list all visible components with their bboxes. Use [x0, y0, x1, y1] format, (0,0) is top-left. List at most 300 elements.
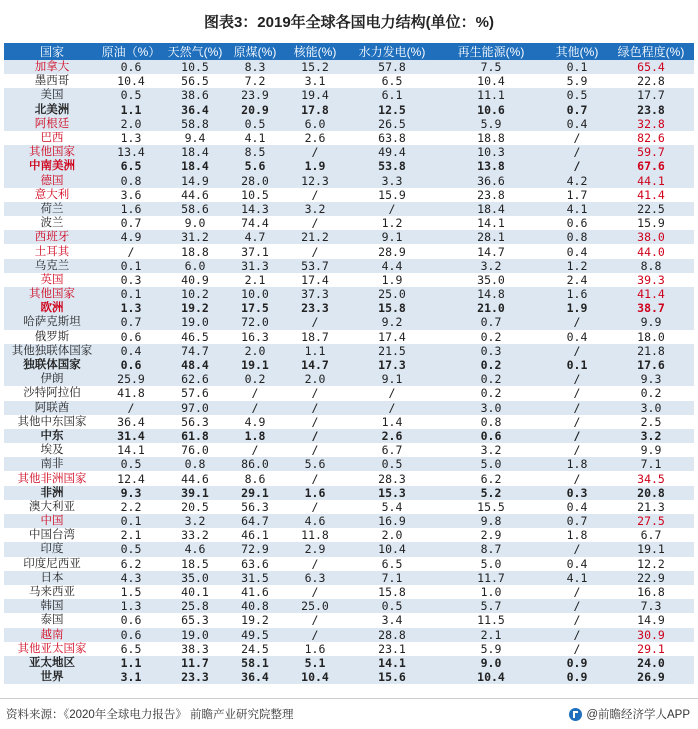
cell-nuclear: 17.8 — [282, 103, 348, 117]
table-row — [4, 401, 694, 415]
cell-gas: 4.6 — [162, 542, 228, 556]
cell-green: 32.8 — [608, 117, 694, 131]
cell-coal: 28.0 — [228, 174, 282, 188]
table-row — [4, 117, 694, 131]
cell-renewables: 0.2 — [436, 386, 546, 400]
cell-renewables: 7.5 — [436, 60, 546, 74]
cell-nuclear: 3.1 — [282, 74, 348, 88]
cell-renewables: 10.4 — [436, 670, 546, 684]
cell-country: 墨西哥 — [4, 74, 100, 88]
cell-green: 21.3 — [608, 500, 694, 514]
cell-gas: 19.0 — [162, 628, 228, 642]
cell-coal: 8.3 — [228, 60, 282, 74]
cell-green: 7.3 — [608, 599, 694, 613]
cell-renewables: 8.7 — [436, 542, 546, 556]
table-row — [4, 372, 694, 386]
cell-other: / — [546, 471, 608, 485]
cell-oil: 0.8 — [100, 174, 162, 188]
cell-other: 0.4 — [546, 117, 608, 131]
cell-oil: 0.7 — [100, 315, 162, 329]
table-row — [4, 344, 694, 358]
cell-country: 美国 — [4, 88, 100, 102]
cell-coal: 64.7 — [228, 514, 282, 528]
cell-hydro: 3.4 — [348, 613, 436, 627]
cell-other: 0.7 — [546, 103, 608, 117]
cell-oil: 1.1 — [100, 103, 162, 117]
cell-country: 其他亚太国家 — [4, 642, 100, 656]
cell-other: 1.6 — [546, 287, 608, 301]
cell-oil: 0.1 — [100, 259, 162, 273]
cell-nuclear: / — [282, 557, 348, 571]
cell-oil: 31.4 — [100, 429, 162, 443]
cell-coal: 0.5 — [228, 117, 282, 131]
cell-nuclear: 25.0 — [282, 599, 348, 613]
cell-hydro: 7.1 — [348, 571, 436, 585]
cell-coal: 63.6 — [228, 557, 282, 571]
cell-hydro: 5.4 — [348, 500, 436, 514]
cell-nuclear: / — [282, 386, 348, 400]
cell-gas: 18.8 — [162, 244, 228, 258]
cell-oil: 0.6 — [100, 613, 162, 627]
cell-renewables: 5.9 — [436, 642, 546, 656]
cell-coal: / — [228, 443, 282, 457]
cell-nuclear: 23.3 — [282, 301, 348, 315]
cell-other: / — [546, 372, 608, 386]
cell-hydro: 1.4 — [348, 415, 436, 429]
cell-hydro: 9.1 — [348, 372, 436, 386]
cell-hydro: / — [348, 386, 436, 400]
cell-other: 0.5 — [546, 88, 608, 102]
cell-nuclear: 14.7 — [282, 358, 348, 372]
cell-hydro: 3.3 — [348, 174, 436, 188]
cell-hydro: 6.5 — [348, 557, 436, 571]
cell-green: 20.8 — [608, 486, 694, 500]
cell-green: 38.7 — [608, 301, 694, 315]
cell-hydro: 15.8 — [348, 301, 436, 315]
table-row — [4, 60, 694, 74]
cell-country: 意大利 — [4, 188, 100, 202]
cell-other: 0.1 — [546, 358, 608, 372]
cell-gas: 74.7 — [162, 344, 228, 358]
brand-logo-icon — [569, 708, 582, 721]
cell-other: 1.8 — [546, 528, 608, 542]
cell-country: 非洲 — [4, 486, 100, 500]
cell-nuclear: / — [282, 429, 348, 443]
cell-coal: 8.6 — [228, 471, 282, 485]
cell-green: 17.7 — [608, 88, 694, 102]
cell-renewables: 6.2 — [436, 471, 546, 485]
cell-green: 59.7 — [608, 145, 694, 159]
cell-green: 7.1 — [608, 457, 694, 471]
cell-renewables: 3.0 — [436, 401, 546, 415]
cell-coal: 46.1 — [228, 528, 282, 542]
table-row — [4, 443, 694, 457]
cell-other: / — [546, 628, 608, 642]
cell-country: 波兰 — [4, 216, 100, 230]
cell-oil: 6.5 — [100, 642, 162, 656]
cell-green: 82.6 — [608, 131, 694, 145]
cell-renewables: 10.4 — [436, 74, 546, 88]
table-row — [4, 315, 694, 329]
cell-other: 0.4 — [546, 330, 608, 344]
cell-gas: 38.6 — [162, 88, 228, 102]
cell-country: 其他国家 — [4, 145, 100, 159]
cell-other: 4.1 — [546, 571, 608, 585]
cell-country: 阿根廷 — [4, 117, 100, 131]
cell-hydro: 23.1 — [348, 642, 436, 656]
cell-gas: 65.3 — [162, 613, 228, 627]
cell-hydro: 63.8 — [348, 131, 436, 145]
cell-nuclear: / — [282, 188, 348, 202]
cell-oil: 0.6 — [100, 60, 162, 74]
cell-country: 巴西 — [4, 131, 100, 145]
cell-coal: / — [228, 401, 282, 415]
cell-green: 24.0 — [608, 656, 694, 670]
cell-renewables: 11.5 — [436, 613, 546, 627]
cell-nuclear: 5.6 — [282, 457, 348, 471]
cell-gas: 18.5 — [162, 557, 228, 571]
cell-hydro: 2.0 — [348, 528, 436, 542]
cell-oil: 0.1 — [100, 287, 162, 301]
cell-coal: 14.3 — [228, 202, 282, 216]
cell-other: 1.2 — [546, 259, 608, 273]
cell-green: 16.8 — [608, 585, 694, 599]
cell-gas: 57.6 — [162, 386, 228, 400]
cell-oil: 1.6 — [100, 202, 162, 216]
cell-renewables: 3.2 — [436, 259, 546, 273]
cell-green: 3.2 — [608, 429, 694, 443]
cell-nuclear: / — [282, 315, 348, 329]
table-row — [4, 457, 694, 471]
cell-oil: 0.4 — [100, 344, 162, 358]
cell-other: 0.4 — [546, 500, 608, 514]
table-row — [4, 244, 694, 258]
cell-coal: 5.6 — [228, 159, 282, 173]
cell-hydro: 26.5 — [348, 117, 436, 131]
cell-hydro: 15.3 — [348, 486, 436, 500]
cell-coal: 10.0 — [228, 287, 282, 301]
cell-country: 乌克兰 — [4, 259, 100, 273]
cell-coal: 8.5 — [228, 145, 282, 159]
cell-other: / — [546, 642, 608, 656]
cell-gas: 0.8 — [162, 457, 228, 471]
cell-gas: 10.2 — [162, 287, 228, 301]
header-country: 国家 — [4, 43, 100, 60]
cell-hydro: 6.7 — [348, 443, 436, 457]
cell-country: 独联体国家 — [4, 358, 100, 372]
cell-coal: 19.2 — [228, 613, 282, 627]
table-header-row — [4, 43, 694, 60]
table-body — [4, 60, 694, 684]
cell-country: 亚太地区 — [4, 656, 100, 670]
cell-green: 17.6 — [608, 358, 694, 372]
cell-gas: 35.0 — [162, 571, 228, 585]
cell-other: 4.1 — [546, 202, 608, 216]
cell-renewables: 2.1 — [436, 628, 546, 642]
cell-nuclear: / — [282, 401, 348, 415]
cell-green: 67.6 — [608, 159, 694, 173]
cell-gas: 58.8 — [162, 117, 228, 131]
table-row — [4, 273, 694, 287]
cell-gas: 44.6 — [162, 188, 228, 202]
cell-other: 0.4 — [546, 244, 608, 258]
cell-country: 中国 — [4, 514, 100, 528]
table-summary-row — [4, 670, 694, 684]
cell-green: 3.0 — [608, 401, 694, 415]
cell-coal: / — [228, 386, 282, 400]
cell-hydro: 15.6 — [348, 670, 436, 684]
cell-green: 22.9 — [608, 571, 694, 585]
cell-green: 8.8 — [608, 259, 694, 273]
cell-country: 世界 — [4, 670, 100, 684]
table-summary-row — [4, 486, 694, 500]
cell-hydro: 1.2 — [348, 216, 436, 230]
cell-renewables: 15.5 — [436, 500, 546, 514]
cell-gas: 56.5 — [162, 74, 228, 88]
cell-coal: 4.7 — [228, 230, 282, 244]
cell-other: 0.7 — [546, 514, 608, 528]
table-row — [4, 628, 694, 642]
cell-country: 澳大利亚 — [4, 500, 100, 514]
cell-country: 伊朗 — [4, 372, 100, 386]
cell-coal: 20.9 — [228, 103, 282, 117]
cell-green: 19.1 — [608, 542, 694, 556]
cell-nuclear: / — [282, 244, 348, 258]
cell-oil: 1.1 — [100, 656, 162, 670]
header-green: 绿色程度(%) — [608, 43, 694, 60]
cell-green: 2.5 — [608, 415, 694, 429]
cell-nuclear: 37.3 — [282, 287, 348, 301]
table-row — [4, 528, 694, 542]
cell-country: 俄罗斯 — [4, 330, 100, 344]
cell-hydro: 16.9 — [348, 514, 436, 528]
cell-gas: 61.8 — [162, 429, 228, 443]
cell-renewables: 14.1 — [436, 216, 546, 230]
cell-other: 0.3 — [546, 486, 608, 500]
cell-renewables: 18.8 — [436, 131, 546, 145]
cell-gas: 20.5 — [162, 500, 228, 514]
cell-country: 其他独联体国家 — [4, 344, 100, 358]
cell-gas: 38.3 — [162, 642, 228, 656]
cell-coal: 17.5 — [228, 301, 282, 315]
cell-country: 越南 — [4, 628, 100, 642]
cell-other: 0.4 — [546, 557, 608, 571]
cell-coal: 2.0 — [228, 344, 282, 358]
cell-coal: 4.1 — [228, 131, 282, 145]
cell-renewables: 0.7 — [436, 315, 546, 329]
cell-renewables: 36.6 — [436, 174, 546, 188]
table-row — [4, 386, 694, 400]
table-row — [4, 514, 694, 528]
cell-nuclear: 3.2 — [282, 202, 348, 216]
table-row — [4, 174, 694, 188]
cell-hydro: 9.2 — [348, 315, 436, 329]
cell-green: 41.4 — [608, 287, 694, 301]
cell-country: 沙特阿拉伯 — [4, 386, 100, 400]
cell-oil: 0.6 — [100, 330, 162, 344]
brand — [569, 706, 690, 722]
cell-oil: / — [100, 401, 162, 415]
cell-oil: 12.4 — [100, 471, 162, 485]
cell-country: 其他中东国家 — [4, 415, 100, 429]
cell-green: 26.9 — [608, 670, 694, 684]
cell-oil: 1.3 — [100, 599, 162, 613]
cell-renewables: 5.0 — [436, 557, 546, 571]
cell-renewables: 11.7 — [436, 571, 546, 585]
cell-oil: 41.8 — [100, 386, 162, 400]
table-summary-row — [4, 159, 694, 173]
cell-other: / — [546, 613, 608, 627]
cell-country: 马来西亚 — [4, 585, 100, 599]
cell-nuclear: 15.2 — [282, 60, 348, 74]
cell-nuclear: 1.6 — [282, 486, 348, 500]
cell-gas: 11.7 — [162, 656, 228, 670]
cell-gas: 10.5 — [162, 60, 228, 74]
cell-nuclear: 1.1 — [282, 344, 348, 358]
cell-renewables: 5.9 — [436, 117, 546, 131]
cell-other: 1.8 — [546, 457, 608, 471]
cell-oil: 9.3 — [100, 486, 162, 500]
cell-country: 阿联酋 — [4, 401, 100, 415]
cell-oil: 0.1 — [100, 514, 162, 528]
cell-hydro: 28.3 — [348, 471, 436, 485]
cell-green: 9.3 — [608, 372, 694, 386]
cell-country: 其他国家 — [4, 287, 100, 301]
cell-green: 22.8 — [608, 74, 694, 88]
cell-green: 30.9 — [608, 628, 694, 642]
cell-nuclear: 18.7 — [282, 330, 348, 344]
header-other: 其他(%) — [546, 43, 608, 60]
source-note: 资料来源：《2020年全球电力报告》 前瞻产业研究院整理 — [6, 709, 294, 721]
cell-country: 中南美洲 — [4, 159, 100, 173]
table-row — [4, 500, 694, 514]
cell-coal: 72.9 — [228, 542, 282, 556]
cell-nuclear: 1.6 — [282, 642, 348, 656]
cell-country: 土耳其 — [4, 244, 100, 258]
cell-coal: 40.8 — [228, 599, 282, 613]
cell-oil: 1.3 — [100, 301, 162, 315]
cell-hydro: 12.5 — [348, 103, 436, 117]
cell-renewables: 0.2 — [436, 372, 546, 386]
cell-renewables: 10.6 — [436, 103, 546, 117]
cell-green: 14.9 — [608, 613, 694, 627]
cell-renewables: 5.0 — [436, 457, 546, 471]
cell-nuclear: / — [282, 628, 348, 642]
cell-oil: 36.4 — [100, 415, 162, 429]
footer — [0, 698, 698, 729]
brand-label: @前瞻经济学人APP — [586, 709, 690, 721]
cell-green: 44.1 — [608, 174, 694, 188]
cell-hydro: 25.0 — [348, 287, 436, 301]
power-structure-table-wrap — [4, 43, 694, 684]
cell-oil: 4.9 — [100, 230, 162, 244]
cell-oil: 13.4 — [100, 145, 162, 159]
table-row — [4, 230, 694, 244]
cell-renewables: 14.7 — [436, 244, 546, 258]
cell-oil: 4.3 — [100, 571, 162, 585]
cell-gas: 40.9 — [162, 273, 228, 287]
chart-title: 图表3：2019年全球各国电力结构(单位：%) — [203, 14, 495, 31]
table-row — [4, 415, 694, 429]
cell-hydro: 6.1 — [348, 88, 436, 102]
table-row — [4, 145, 694, 159]
cell-nuclear: / — [282, 613, 348, 627]
cell-gas: 40.1 — [162, 585, 228, 599]
cell-coal: 74.4 — [228, 216, 282, 230]
cell-hydro: 49.4 — [348, 145, 436, 159]
cell-other: 1.9 — [546, 301, 608, 315]
cell-oil: 0.6 — [100, 358, 162, 372]
cell-coal: 1.8 — [228, 429, 282, 443]
cell-other: / — [546, 131, 608, 145]
cell-other: / — [546, 415, 608, 429]
cell-oil: 25.9 — [100, 372, 162, 386]
cell-nuclear: / — [282, 471, 348, 485]
cell-nuclear: 4.6 — [282, 514, 348, 528]
cell-country: 埃及 — [4, 443, 100, 457]
cell-renewables: 2.9 — [436, 528, 546, 542]
header-hydro: 水力发电(%) — [348, 43, 436, 60]
cell-coal: 37.1 — [228, 244, 282, 258]
cell-nuclear: 17.4 — [282, 273, 348, 287]
cell-country: 印度尼西亚 — [4, 557, 100, 571]
cell-hydro: 9.1 — [348, 230, 436, 244]
cell-hydro: 53.8 — [348, 159, 436, 173]
cell-other: 0.8 — [546, 230, 608, 244]
cell-hydro: 17.3 — [348, 358, 436, 372]
cell-renewables: 23.8 — [436, 188, 546, 202]
cell-other: 0.9 — [546, 656, 608, 670]
cell-oil: / — [100, 244, 162, 258]
cell-renewables: 0.8 — [436, 415, 546, 429]
cell-nuclear: 19.4 — [282, 88, 348, 102]
cell-hydro: 1.9 — [348, 273, 436, 287]
cell-other: / — [546, 429, 608, 443]
cell-hydro: 15.8 — [348, 585, 436, 599]
cell-country: 英国 — [4, 273, 100, 287]
cell-gas: 18.4 — [162, 159, 228, 173]
cell-coal: 86.0 — [228, 457, 282, 471]
cell-green: 34.5 — [608, 471, 694, 485]
table-row — [4, 613, 694, 627]
cell-green: 65.4 — [608, 60, 694, 74]
table-summary-row — [4, 656, 694, 670]
cell-green: 12.2 — [608, 557, 694, 571]
cell-coal: 31.3 — [228, 259, 282, 273]
cell-renewables: 0.2 — [436, 330, 546, 344]
cell-other: / — [546, 315, 608, 329]
cell-hydro: 28.9 — [348, 244, 436, 258]
header-coal: 原煤(%) — [228, 43, 282, 60]
cell-gas: 58.6 — [162, 202, 228, 216]
cell-green: 29.1 — [608, 642, 694, 656]
cell-nuclear: 11.8 — [282, 528, 348, 542]
cell-coal: 7.2 — [228, 74, 282, 88]
cell-coal: 16.3 — [228, 330, 282, 344]
cell-renewables: 5.7 — [436, 599, 546, 613]
cell-oil: 0.5 — [100, 457, 162, 471]
cell-oil: 2.0 — [100, 117, 162, 131]
cell-oil: 0.7 — [100, 216, 162, 230]
cell-nuclear: / — [282, 216, 348, 230]
cell-country: 印度 — [4, 542, 100, 556]
cell-green: 22.5 — [608, 202, 694, 216]
cell-other: 0.1 — [546, 60, 608, 74]
cell-hydro: 0.5 — [348, 599, 436, 613]
cell-oil: 1.5 — [100, 585, 162, 599]
cell-coal: 2.1 — [228, 273, 282, 287]
cell-gas: 18.4 — [162, 145, 228, 159]
